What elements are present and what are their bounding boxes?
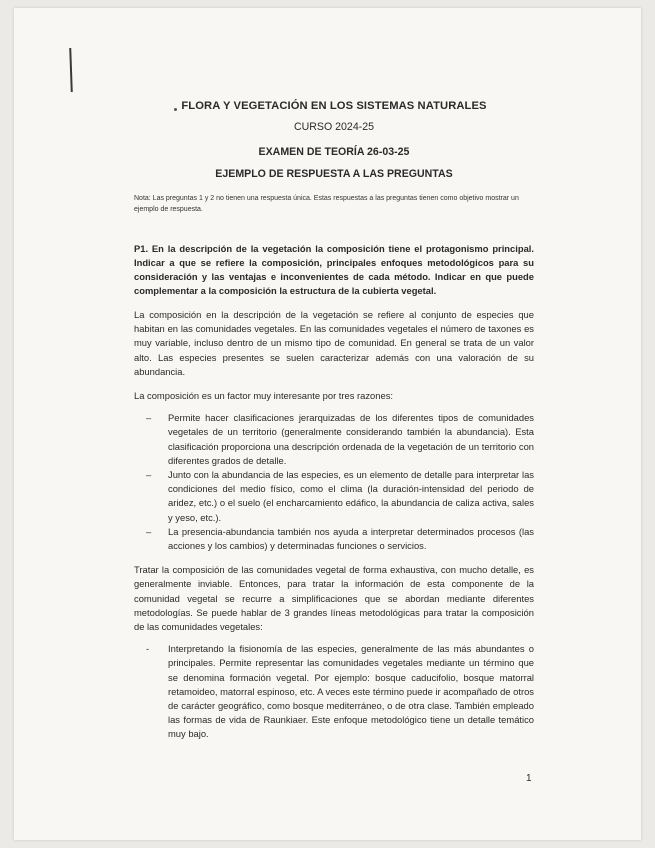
list-item	[134, 468, 534, 525]
dash-bullet: –	[146, 525, 152, 537]
dash-bullet: –	[146, 412, 152, 424]
list-item	[134, 642, 534, 741]
list-item-text: Permite hacer clasificaciones jerarquizadas de los diferentes tipos de comunidades vegetales de un territorio (generalmente considerando también la abundancia). Esta clasificación proporciona una descripción ordenada de la vegetación de un territorio con diferentes grados de detalle.	[168, 412, 534, 466]
note-text: Nota: Las preguntas 1 y 2 no tienen una respuesta única. Estas respuestas a las preguntas tienen como objetivo mostrar un ejemplo de respuesta.	[134, 195, 519, 213]
dash-bullet: -	[146, 643, 150, 655]
question-p1: P1. En la descripción de la vegetación la composición tiene el protagonismo principal. Indicar a que se refiere la composición, principales enfoques metodológicos para su consideración y las ventajas e inconvenientes de cada método. Indicar en que puede complementar a la composición la estructura de la cubierta vegetal.	[134, 243, 534, 296]
document-page	[14, 8, 641, 840]
document-title: FLORA Y VEGETACIÓN EN LOS SISTEMAS NATURALES	[181, 100, 487, 112]
paragraph-composition-definition: La composición en la descripción de la vegetación se refiere al conjunto de especies que habitan en las comunidades vegetales. En las comunidades vegetales el número de taxones es muy variable, incluso dentro de un mismo tipo de comunidad. En general se trata de un valor alto. Las especies presentes se suelen caracterizar además con una valoración de su abundancia.	[134, 309, 534, 377]
page-content	[134, 100, 534, 742]
reasons-list	[134, 411, 534, 553]
list-item	[134, 525, 534, 553]
page-number: 1	[526, 773, 532, 784]
methods-list	[134, 642, 534, 741]
exam-title: EXAMEN DE TEORÍA 26-03-25	[258, 146, 410, 158]
course-year: CURSO 2024-25	[293, 121, 375, 133]
list-item-text: La presencia-abundancia también nos ayuda a interpretar determinados procesos (las acciones y los cambios) y determinadas funciones o servicios.	[168, 525, 534, 552]
document-subtitle: EJEMPLO DE RESPUESTA A LAS PREGUNTAS	[215, 168, 453, 180]
paragraph-methodologies: Tratar la composición de las comunidades vegetal de forma exhaustiva, con mucho detalle, es generalmente inviable. Entonces, para tratar la información de esta componente de la comunidad vegetal se recurre a simplificaciones que se abordan mediante diferentes metodologías. Se puede hablar de 3 grandes líneas metodológicas para tratar la composición de las comunidades vegetales:	[134, 564, 534, 633]
dash-bullet: –	[146, 469, 152, 481]
list-item	[134, 411, 534, 468]
paragraph-three-reasons: La composición es un factor muy interesante por tres razones:	[134, 390, 393, 402]
list-item-text: Interpretando la fisionomía de las especies, generalmente de las más abundantes o principales. Permite representar las comunidades vegetales mediante un término que se denomina formación vegetal. Por ejemplo: bosque caducifolio, bosque matorral retamoideo, matorral espinoso, etc. A veces este término puede ir acompañado de otros de carácter geográfico, como bosque mediterráneo, o de otra clase. También empleado las formas de vida de Raunkiaer. Este enfoque metodológico tiene un detalle temático muy bajo.	[168, 643, 534, 740]
list-item-text: Junto con la abundancia de las especies, es un elemento de detalle para interpretar las condiciones del medio físico, como el clima (la duración-intensidad del periodo de aridez, etc.) o el suelo (el encharcamiento edáfico, la abundancia de caliza activa, sales y yeso, etc.).	[168, 469, 534, 523]
pen-mark	[69, 48, 73, 92]
